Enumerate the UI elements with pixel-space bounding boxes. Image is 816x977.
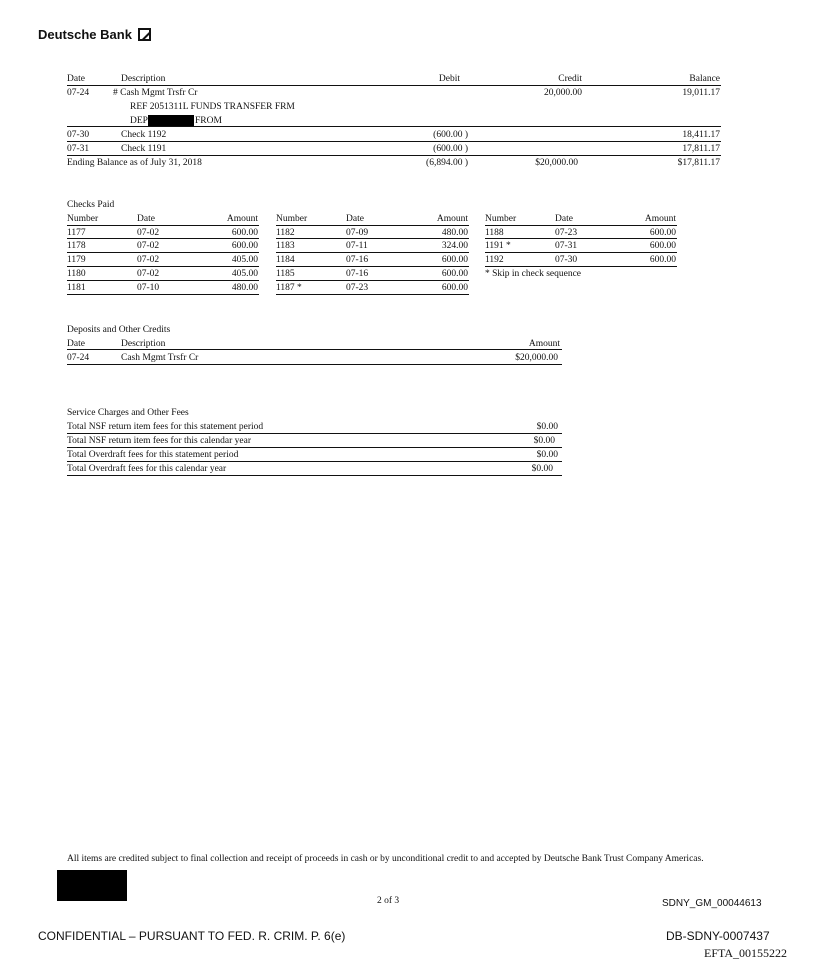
check-amount: 600.00 xyxy=(649,228,676,238)
check-amount: 600.00 xyxy=(441,283,468,293)
check-number: 1177 xyxy=(67,228,86,238)
col-header-date: Date xyxy=(555,214,573,224)
divider xyxy=(485,266,677,267)
divider xyxy=(276,266,469,267)
disclaimer-text: All items are credited subject to final collection and receipt of proceeds in cash or by unconditional credit to and accepted by Deutsche Bank Trust Company Americas. xyxy=(67,854,704,864)
activity-balance: 17,811.17 xyxy=(682,144,720,154)
divider xyxy=(485,252,677,253)
activity-description-suffix: FROM xyxy=(195,116,222,126)
divider xyxy=(67,155,721,156)
page-number: 2 of 3 xyxy=(377,896,400,906)
check-number: 1181 xyxy=(67,283,86,293)
deposit-amount: $20,000.00 xyxy=(515,353,558,363)
activity-date: 07-30 xyxy=(67,130,90,140)
check-amount: 600.00 xyxy=(649,255,676,265)
check-date: 07-02 xyxy=(137,241,160,251)
divider xyxy=(67,126,721,127)
activity-description: Check 1192 xyxy=(121,130,167,140)
divider xyxy=(276,280,469,281)
col-header-credit: Credit xyxy=(558,74,582,84)
ending-debit: (6,894.00 ) xyxy=(426,158,468,168)
check-date: 07-02 xyxy=(137,228,160,238)
divider xyxy=(67,461,562,462)
check-number: 1178 xyxy=(67,241,86,251)
fee-label: Total Overdraft fees for this calendar year xyxy=(67,464,227,474)
divider xyxy=(67,280,259,281)
col-header-description: Description xyxy=(121,74,166,84)
ending-balance-label: Ending Balance as of July 31, 2018 xyxy=(67,158,202,168)
activity-debit: (600.00 ) xyxy=(433,130,468,140)
col-header-number: Number xyxy=(485,214,517,224)
col-header-number: Number xyxy=(276,214,308,224)
check-date: 07-31 xyxy=(555,241,578,251)
skip-sequence-note: * Skip in check sequence xyxy=(485,269,582,279)
bates-number-secondary: DB-SDNY-0007437 xyxy=(666,929,770,943)
check-number: 1180 xyxy=(67,269,86,279)
col-header-number: Number xyxy=(67,214,99,224)
bates-number-efta: EFTA_00155222 xyxy=(704,946,788,960)
section-title: Deposits and Other Credits xyxy=(67,325,171,335)
fee-amount: $0.00 xyxy=(533,436,555,446)
redaction-bar xyxy=(57,870,127,901)
check-number: 1184 xyxy=(276,255,295,265)
deutsche-bank-slash-icon xyxy=(138,28,151,41)
check-amount: 600.00 xyxy=(441,255,468,265)
check-date: 07-30 xyxy=(555,255,578,265)
ending-balance: $17,811.17 xyxy=(677,158,720,168)
activity-date: 07-24 xyxy=(67,88,90,98)
bank-logo xyxy=(38,27,151,42)
activity-description-prefix: DEP xyxy=(130,116,148,126)
fee-label: Total Overdraft fees for this statement period xyxy=(67,450,239,460)
check-amount: 324.00 xyxy=(441,241,468,251)
divider xyxy=(67,252,259,253)
confidential-notice: CONFIDENTIAL – PURSUANT TO FED. R. CRIM. P. 6(e) xyxy=(38,929,346,943)
bates-number-primary: SDNY_GM_00044613 xyxy=(662,898,762,909)
divider xyxy=(485,225,677,226)
fee-amount: $0.00 xyxy=(536,450,558,460)
ending-credit: $20,000.00 xyxy=(535,158,578,168)
fee-amount: $0.00 xyxy=(536,422,558,432)
check-amount: 480.00 xyxy=(231,283,258,293)
check-number: 1187 * xyxy=(276,283,302,293)
divider xyxy=(67,141,721,142)
divider xyxy=(276,252,469,253)
check-number: 1183 xyxy=(276,241,295,251)
divider xyxy=(67,475,562,476)
check-date: 07-16 xyxy=(346,255,369,265)
bank-name: Deutsche Bank xyxy=(38,27,132,42)
divider xyxy=(67,85,721,86)
check-amount: 600.00 xyxy=(231,241,258,251)
check-number: 1185 xyxy=(276,269,295,279)
activity-description: # Cash Mgmt Trsfr Cr xyxy=(113,88,198,98)
divider xyxy=(276,225,469,226)
check-date: 07-02 xyxy=(137,269,160,279)
check-date: 07-11 xyxy=(346,241,368,251)
activity-description: REF 2051311L FUNDS TRANSFER FRM xyxy=(130,102,295,112)
activity-balance: 19,011.17 xyxy=(682,88,720,98)
check-date: 07-02 xyxy=(137,255,160,265)
col-header-description: Description xyxy=(121,339,166,349)
divider xyxy=(67,225,259,226)
check-number: 1192 xyxy=(485,255,504,265)
activity-debit: (600.00 ) xyxy=(433,144,468,154)
deposit-description: Cash Mgmt Trsfr Cr xyxy=(121,353,199,363)
divider xyxy=(67,364,562,365)
fee-label: Total NSF return item fees for this statement period xyxy=(67,422,264,432)
redaction-bar xyxy=(148,115,194,126)
col-header-date: Date xyxy=(67,339,85,349)
check-date: 07-16 xyxy=(346,269,369,279)
col-header-amount: Amount xyxy=(436,214,468,224)
divider xyxy=(276,294,469,295)
check-amount: 405.00 xyxy=(231,269,258,279)
divider xyxy=(67,349,562,350)
section-title: Service Charges and Other Fees xyxy=(67,408,189,418)
col-header-balance: Balance xyxy=(689,74,720,84)
col-header-amount: Amount xyxy=(226,214,258,224)
activity-date: 07-31 xyxy=(67,144,90,154)
check-amount: 405.00 xyxy=(231,255,258,265)
divider xyxy=(276,238,469,239)
divider xyxy=(67,294,259,295)
fee-amount: $0.00 xyxy=(531,464,553,474)
fee-label: Total NSF return item fees for this calendar year xyxy=(67,436,251,446)
check-number: 1191 * xyxy=(485,241,511,251)
divider xyxy=(485,238,677,239)
divider xyxy=(67,266,259,267)
check-number: 1182 xyxy=(276,228,295,238)
check-amount: 600.00 xyxy=(231,228,258,238)
col-header-date: Date xyxy=(67,74,85,84)
col-header-date: Date xyxy=(137,214,155,224)
check-number: 1179 xyxy=(67,255,86,265)
activity-credit: 20,000.00 xyxy=(544,88,582,98)
check-date: 07-23 xyxy=(346,283,369,293)
check-amount: 480.00 xyxy=(441,228,468,238)
check-number: 1188 xyxy=(485,228,504,238)
divider xyxy=(67,238,259,239)
check-amount: 600.00 xyxy=(649,241,676,251)
activity-description: Check 1191 xyxy=(121,144,167,154)
col-header-date: Date xyxy=(346,214,364,224)
divider xyxy=(67,433,562,434)
section-title: Checks Paid xyxy=(67,200,115,210)
col-header-debit: Debit xyxy=(438,74,460,84)
deposit-date: 07-24 xyxy=(67,353,90,363)
check-amount: 600.00 xyxy=(441,269,468,279)
check-date: 07-10 xyxy=(137,283,160,293)
divider xyxy=(67,447,562,448)
check-date: 07-09 xyxy=(346,228,369,238)
activity-balance: 18,411.17 xyxy=(682,130,720,140)
col-header-amount: Amount xyxy=(528,339,560,349)
check-date: 07-23 xyxy=(555,228,578,238)
col-header-amount: Amount xyxy=(644,214,676,224)
